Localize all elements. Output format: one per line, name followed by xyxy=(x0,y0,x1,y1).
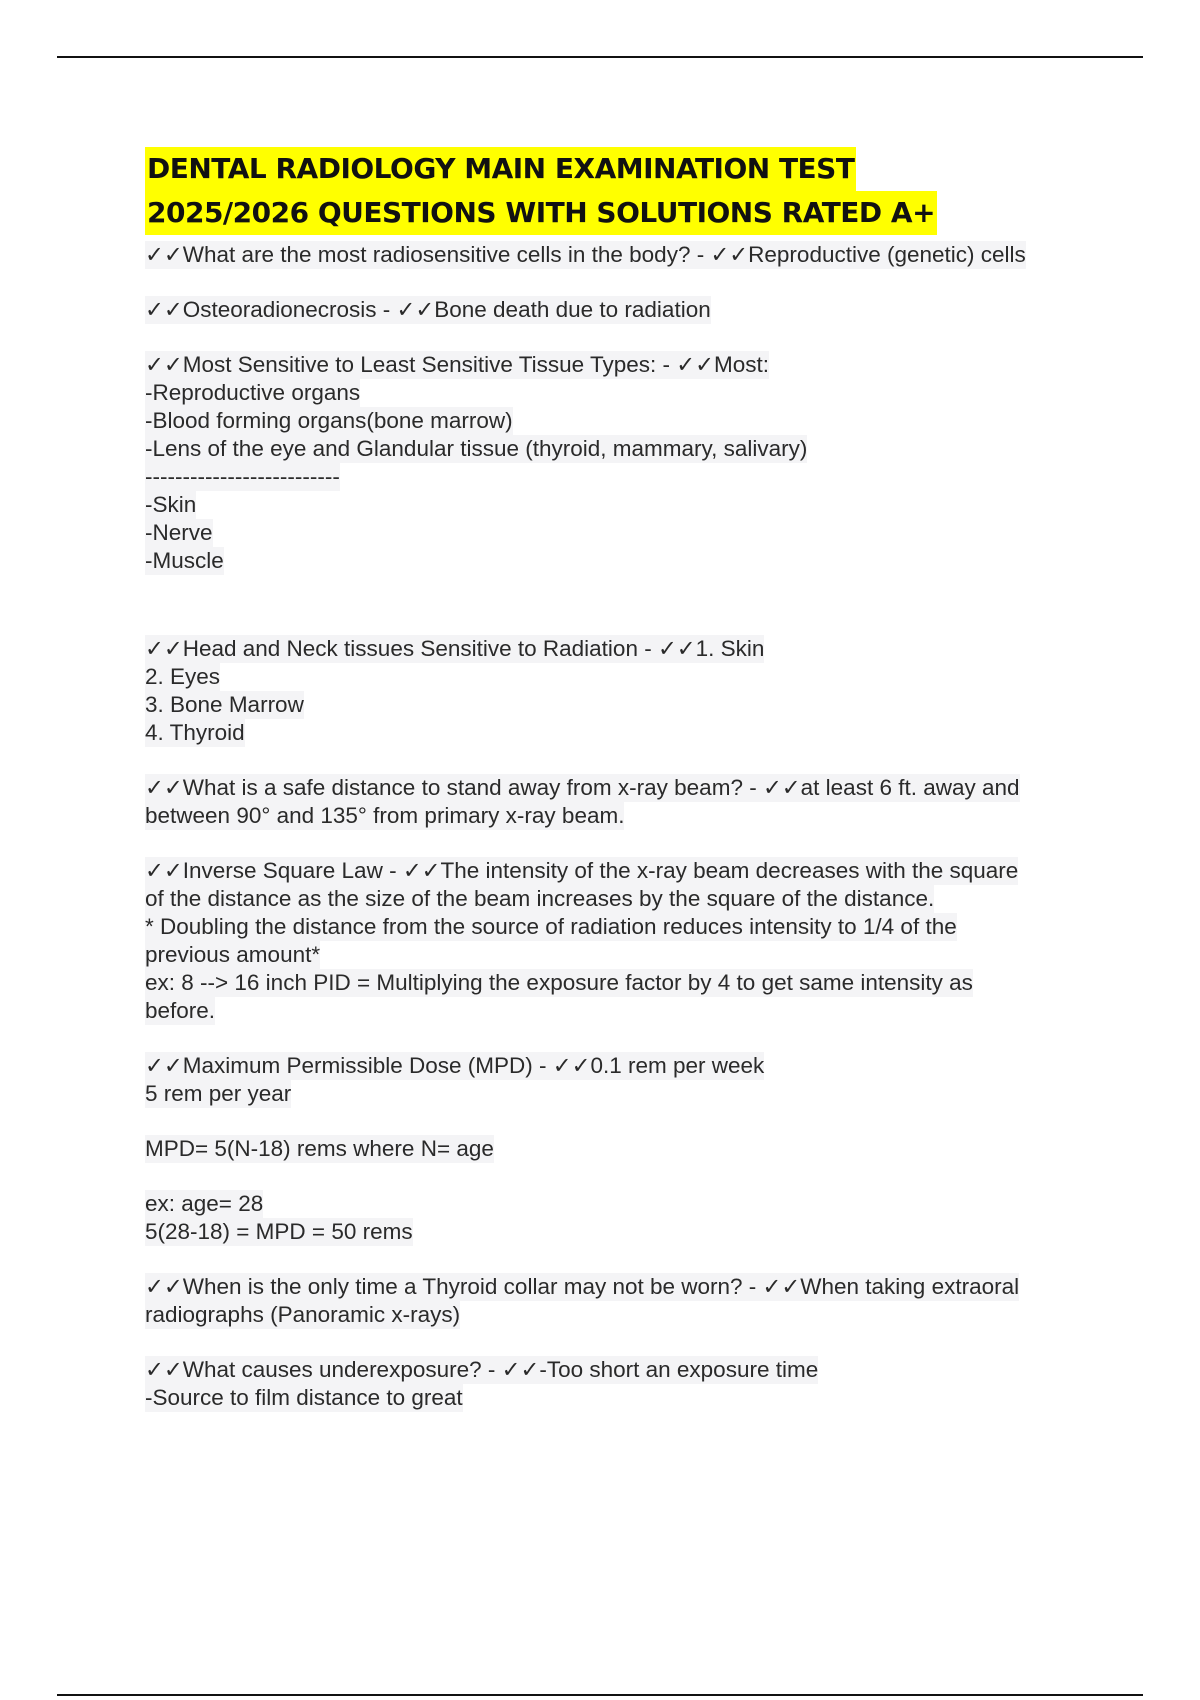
entry-line: -Reproductive organs xyxy=(145,380,361,405)
bottom-rule xyxy=(57,1694,1143,1696)
entry-line: ✓✓Inverse Square Law - ✓✓The intensity of the x-ray beam decreases with the square xyxy=(145,858,1019,883)
title-line-1: DENTAL RADIOLOGY MAIN EXAMINATION TEST xyxy=(145,147,856,191)
entry-line: between 90° and 135° from primary x-ray beam. xyxy=(145,803,625,828)
entry-line: 2. Eyes xyxy=(145,664,221,689)
entry-line: 4. Thyroid xyxy=(145,720,245,745)
entry-line: ✓✓What are the most radiosensitive cells in the body? - ✓✓Reproductive (genetic) cells xyxy=(145,242,1026,267)
entry-line: ex: age= 28 xyxy=(145,1191,264,1216)
entry-divider: -------------------------- xyxy=(145,464,340,489)
entry-line: ✓✓What causes underexposure? - ✓✓-Too short an exposure time xyxy=(145,1357,819,1382)
qa-entry-osteoradionecrosis xyxy=(145,296,1105,324)
entry-line: ✓✓Maximum Permissible Dose (MPD) - ✓✓0.1 rem per week xyxy=(145,1053,765,1078)
qa-entry-tissue-sensitivity xyxy=(145,351,1105,575)
entry-line: ✓✓What is a safe distance to stand away from x-ray beam? - ✓✓at least 6 ft. away and xyxy=(145,775,1020,800)
entry-line: -Muscle xyxy=(145,548,224,573)
qa-entry-radiosensitive-cells xyxy=(145,241,1105,269)
qa-entry-thyroid-collar xyxy=(145,1273,1105,1329)
qa-entry-inverse-square-law xyxy=(145,857,1105,1025)
title-line-2: 2025/2026 QUESTIONS WITH SOLUTIONS RATED A+ xyxy=(145,191,937,235)
entry-line: ✓✓Most Sensitive to Least Sensitive Tissue Types: - ✓✓Most: xyxy=(145,352,769,377)
qa-entry-mpd-example xyxy=(145,1190,1105,1246)
qa-entry-head-neck-tissues xyxy=(145,635,1105,747)
entry-line: ex: 8 --> 16 inch PID = Multiplying the exposure factor by 4 to get same intensity as xyxy=(145,970,973,995)
qa-entry-mpd-formula xyxy=(145,1135,1105,1163)
entry-line: radiographs (Panoramic x-rays) xyxy=(145,1302,461,1327)
qa-entry-max-permissible-dose xyxy=(145,1052,1105,1108)
qa-entry-underexposure xyxy=(145,1356,1105,1412)
entry-line: MPD= 5(N-18) rems where N= age xyxy=(145,1136,494,1161)
entry-line: 5 rem per year xyxy=(145,1081,292,1106)
entry-line: -Source to film distance to great xyxy=(145,1385,463,1410)
qa-entry-safe-distance xyxy=(145,774,1105,830)
document-body xyxy=(145,147,1105,1439)
entry-line: * Doubling the distance from the source of radiation reduces intensity to 1/4 of the xyxy=(145,914,957,939)
entry-line: 5(28-18) = MPD = 50 rems xyxy=(145,1219,413,1244)
entry-line: ✓✓Head and Neck tissues Sensitive to Radiation - ✓✓1. Skin xyxy=(145,636,765,661)
entry-line: of the distance as the size of the beam increases by the square of the distance. xyxy=(145,886,935,911)
entry-line: previous amount* xyxy=(145,942,321,967)
entry-line: -Nerve xyxy=(145,520,213,545)
entry-line: -Skin xyxy=(145,492,197,517)
entry-line: before. xyxy=(145,998,216,1023)
entry-line: ✓✓Osteoradionecrosis - ✓✓Bone death due to radiation xyxy=(145,297,711,322)
entry-line: 3. Bone Marrow xyxy=(145,692,304,717)
entry-line: -Lens of the eye and Glandular tissue (thyroid, mammary, salivary) xyxy=(145,436,808,461)
top-rule xyxy=(57,56,1143,58)
document-title xyxy=(145,147,1105,235)
entry-line: ✓✓When is the only time a Thyroid collar may not be worn? - ✓✓When taking extraoral xyxy=(145,1274,1020,1299)
entry-line: -Blood forming organs(bone marrow) xyxy=(145,408,513,433)
